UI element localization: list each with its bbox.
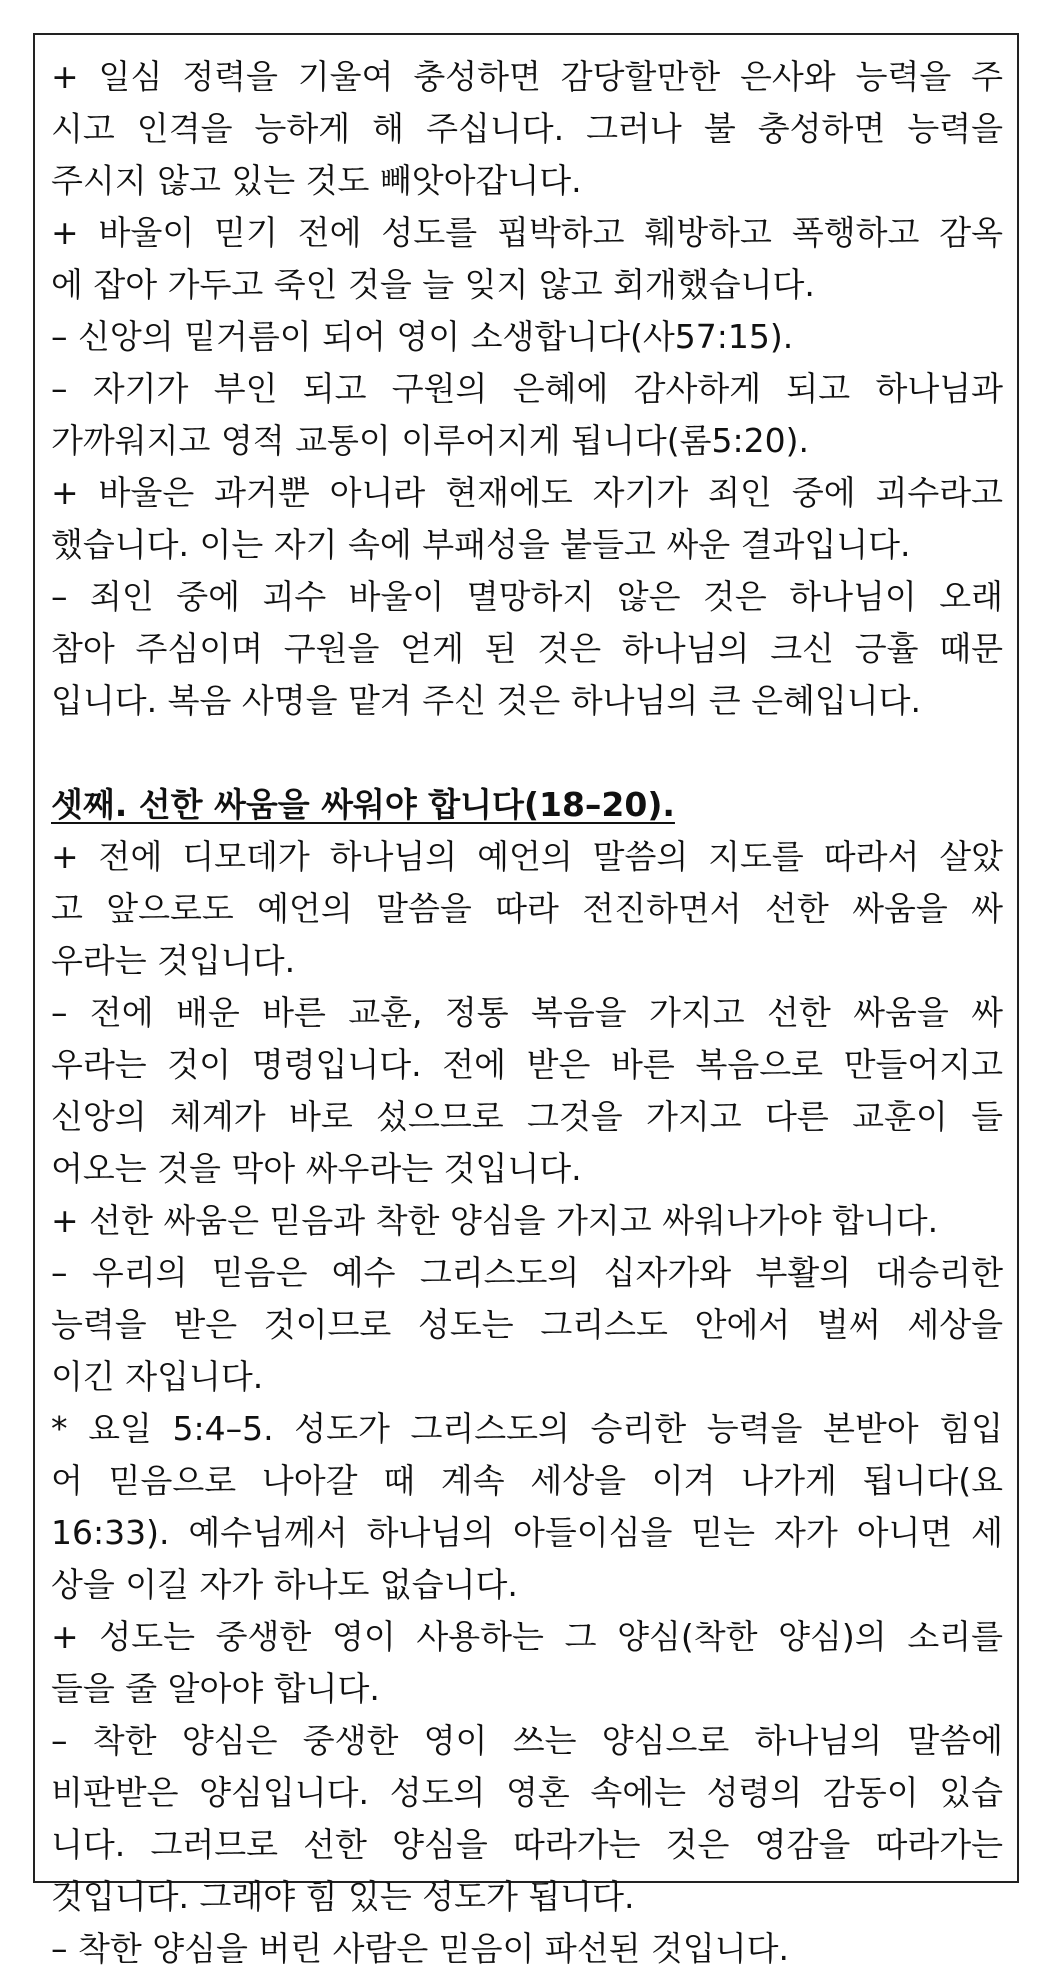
text-line: 신앙의 체계가 바로 섰으므로 그것을 가지고 다른 교훈이 들 bbox=[51, 1097, 1003, 1136]
text-line: + 일심 정력을 기울여 충성하면 감당할만한 은사와 능력을 주 bbox=[51, 57, 1003, 96]
text-line: – 전에 배운 바른 교훈, 정통 복음을 가지고 선한 싸움을 싸 bbox=[51, 993, 1003, 1032]
text-line: 이긴 자입니다. bbox=[51, 1357, 264, 1396]
text-line: + 바울이 믿기 전에 성도를 핍박하고 훼방하고 폭행하고 감옥 bbox=[51, 213, 1003, 252]
text-line: 우라는 것입니다. bbox=[51, 941, 296, 980]
text-line: 상을 이길 자가 하나도 없습니다. bbox=[51, 1565, 518, 1604]
text-line: 입니다. 복음 사명을 맡겨 주신 것은 하나님의 큰 은혜입니다. bbox=[51, 681, 921, 720]
text-line: 우라는 것이 명령입니다. 전에 받은 바른 복음으로 만들어지고 bbox=[51, 1045, 1003, 1084]
text-line: + 선한 싸움은 믿음과 착한 양심을 가지고 싸워나가야 합니다. bbox=[51, 1201, 939, 1240]
document-frame bbox=[33, 33, 1019, 1968]
section-heading: 셋째. 선한 싸움을 싸워야 합니다(18–20). bbox=[51, 785, 675, 824]
text-line: – 착한 양심은 중생한 영이 쓰는 양심으로 하나님의 말씀에 bbox=[51, 1721, 1003, 1760]
document-body bbox=[51, 51, 1003, 1975]
text-line: 시고 인격을 능하게 해 주십니다. 그러나 불 충성하면 능력을 bbox=[51, 109, 1003, 148]
text-line: 고 앞으로도 예언의 말씀을 따라 전진하면서 선한 싸움을 싸 bbox=[51, 889, 1003, 928]
text-line: 했습니다. 이는 자기 속에 부패성을 붙들고 싸운 결과입니다. bbox=[51, 525, 911, 564]
text-line: 들을 줄 알아야 합니다. bbox=[51, 1669, 380, 1708]
text-line: 니다. 그러므로 선한 양심을 따라가는 것은 영감을 따라가는 bbox=[51, 1825, 1003, 1864]
text-line: * 요일 5:4–5. 성도가 그리스도의 승리한 능력을 본받아 힘입 bbox=[51, 1409, 1003, 1448]
text-line: 에 잡아 가두고 죽인 것을 늘 잊지 않고 회개했습니다. bbox=[51, 265, 815, 304]
text-line: 것입니다. 그래야 힘 있는 성도가 됩니다. bbox=[51, 1877, 635, 1916]
text-line: – 신앙의 밑거름이 되어 영이 소생합니다(사57:15). bbox=[51, 317, 794, 356]
text-line: – 자기가 부인 되고 구원의 은혜에 감사하게 되고 하나님과 bbox=[51, 369, 1003, 408]
text-line: 16:33). 예수님께서 하나님의 아들이심을 믿는 자가 아니면 세 bbox=[51, 1513, 1003, 1552]
text-line: 주시지 않고 있는 것도 빼앗아갑니다. bbox=[51, 161, 582, 200]
text-line: – 죄인 중에 괴수 바울이 멸망하지 않은 것은 하나님이 오래 bbox=[51, 577, 1003, 616]
text-line: 가까워지고 영적 교통이 이루어지게 됩니다(롬5:20). bbox=[51, 421, 809, 460]
blank-line bbox=[51, 727, 1003, 779]
text-line: 능력을 받은 것이므로 성도는 그리스도 안에서 벌써 세상을 bbox=[51, 1305, 1004, 1344]
text-line: – 착한 양심을 버린 사람은 믿음이 파선된 것입니다. bbox=[51, 1929, 789, 1968]
text-line: 비판받은 양심입니다. 성도의 영혼 속에는 성령의 감동이 있습 bbox=[51, 1773, 1003, 1812]
text-line: 어오는 것을 막아 싸우라는 것입니다. bbox=[51, 1149, 582, 1188]
text-line: + 성도는 중생한 영이 사용하는 그 양심(착한 양심)의 소리를 bbox=[51, 1617, 1003, 1656]
text-line: + 바울은 과거뿐 아니라 현재에도 자기가 죄인 중에 괴수라고 bbox=[51, 473, 1003, 512]
text-line: 참아 주심이며 구원을 얻게 된 것은 하나님의 크신 긍휼 때문 bbox=[51, 629, 1003, 668]
text-line: + 전에 디모데가 하나님의 예언의 말씀의 지도를 따라서 살았 bbox=[51, 837, 1003, 876]
text-line: – 우리의 믿음은 예수 그리스도의 십자가와 부활의 대승리한 bbox=[51, 1253, 1003, 1292]
section-heading-line bbox=[51, 779, 1003, 831]
text-line: 어 믿음으로 나아갈 때 계속 세상을 이겨 나가게 됩니다(요 bbox=[51, 1461, 1003, 1500]
